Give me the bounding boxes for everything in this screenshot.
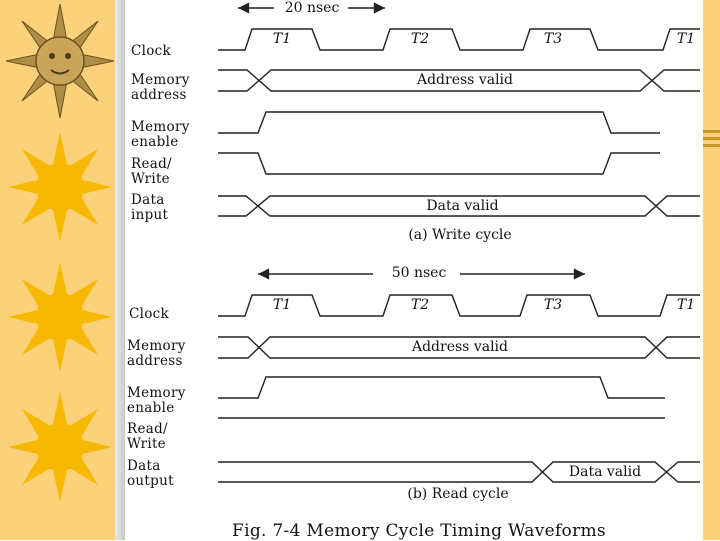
write-read-write-label: Read/ Write	[131, 156, 172, 187]
write-read-write-waveform	[218, 153, 660, 174]
read-memory-address-label: Memory address	[127, 338, 186, 369]
read-t3-label: T3	[543, 297, 563, 313]
write-t1-label: T1	[272, 31, 292, 47]
read-period-label: 50 nsec	[391, 265, 447, 281]
read-clock-label: Clock	[129, 306, 170, 322]
write-memory-enable-label: Memory enable	[131, 119, 190, 150]
write-memory-address-label: Memory address	[131, 72, 190, 103]
write-data-valid-label: Data valid	[426, 198, 499, 214]
write-memory-enable-waveform	[218, 112, 660, 133]
write-t3-label: T3	[543, 31, 563, 47]
write-t2-label: T2	[410, 31, 430, 47]
figure-caption: Fig. 7-4 Memory Cycle Timing Waveforms	[232, 521, 606, 541]
read-address-valid-label: Address valid	[411, 339, 508, 355]
write-cycle-caption: (a) Write cycle	[408, 227, 512, 243]
write-clock-label: Clock	[131, 43, 172, 59]
read-data-valid-label: Data valid	[568, 464, 642, 480]
read-t1-next-label: T1	[676, 297, 696, 313]
write-period-label: 20 nsec	[284, 0, 340, 16]
write-t1-next-label: T1	[676, 31, 696, 47]
write-data-input-label: Data input	[131, 192, 169, 223]
read-memory-enable-waveform	[218, 377, 665, 398]
write-address-valid-label: Address valid	[416, 72, 513, 88]
read-read-write-label: Read/ Write	[127, 421, 168, 452]
read-t2-label: T2	[410, 297, 430, 313]
read-cycle-caption: (b) Read cycle	[407, 486, 509, 502]
read-memory-enable-label: Memory enable	[127, 385, 186, 416]
read-data-output-label: Data output	[127, 458, 174, 489]
read-t1-label: T1	[272, 297, 292, 313]
